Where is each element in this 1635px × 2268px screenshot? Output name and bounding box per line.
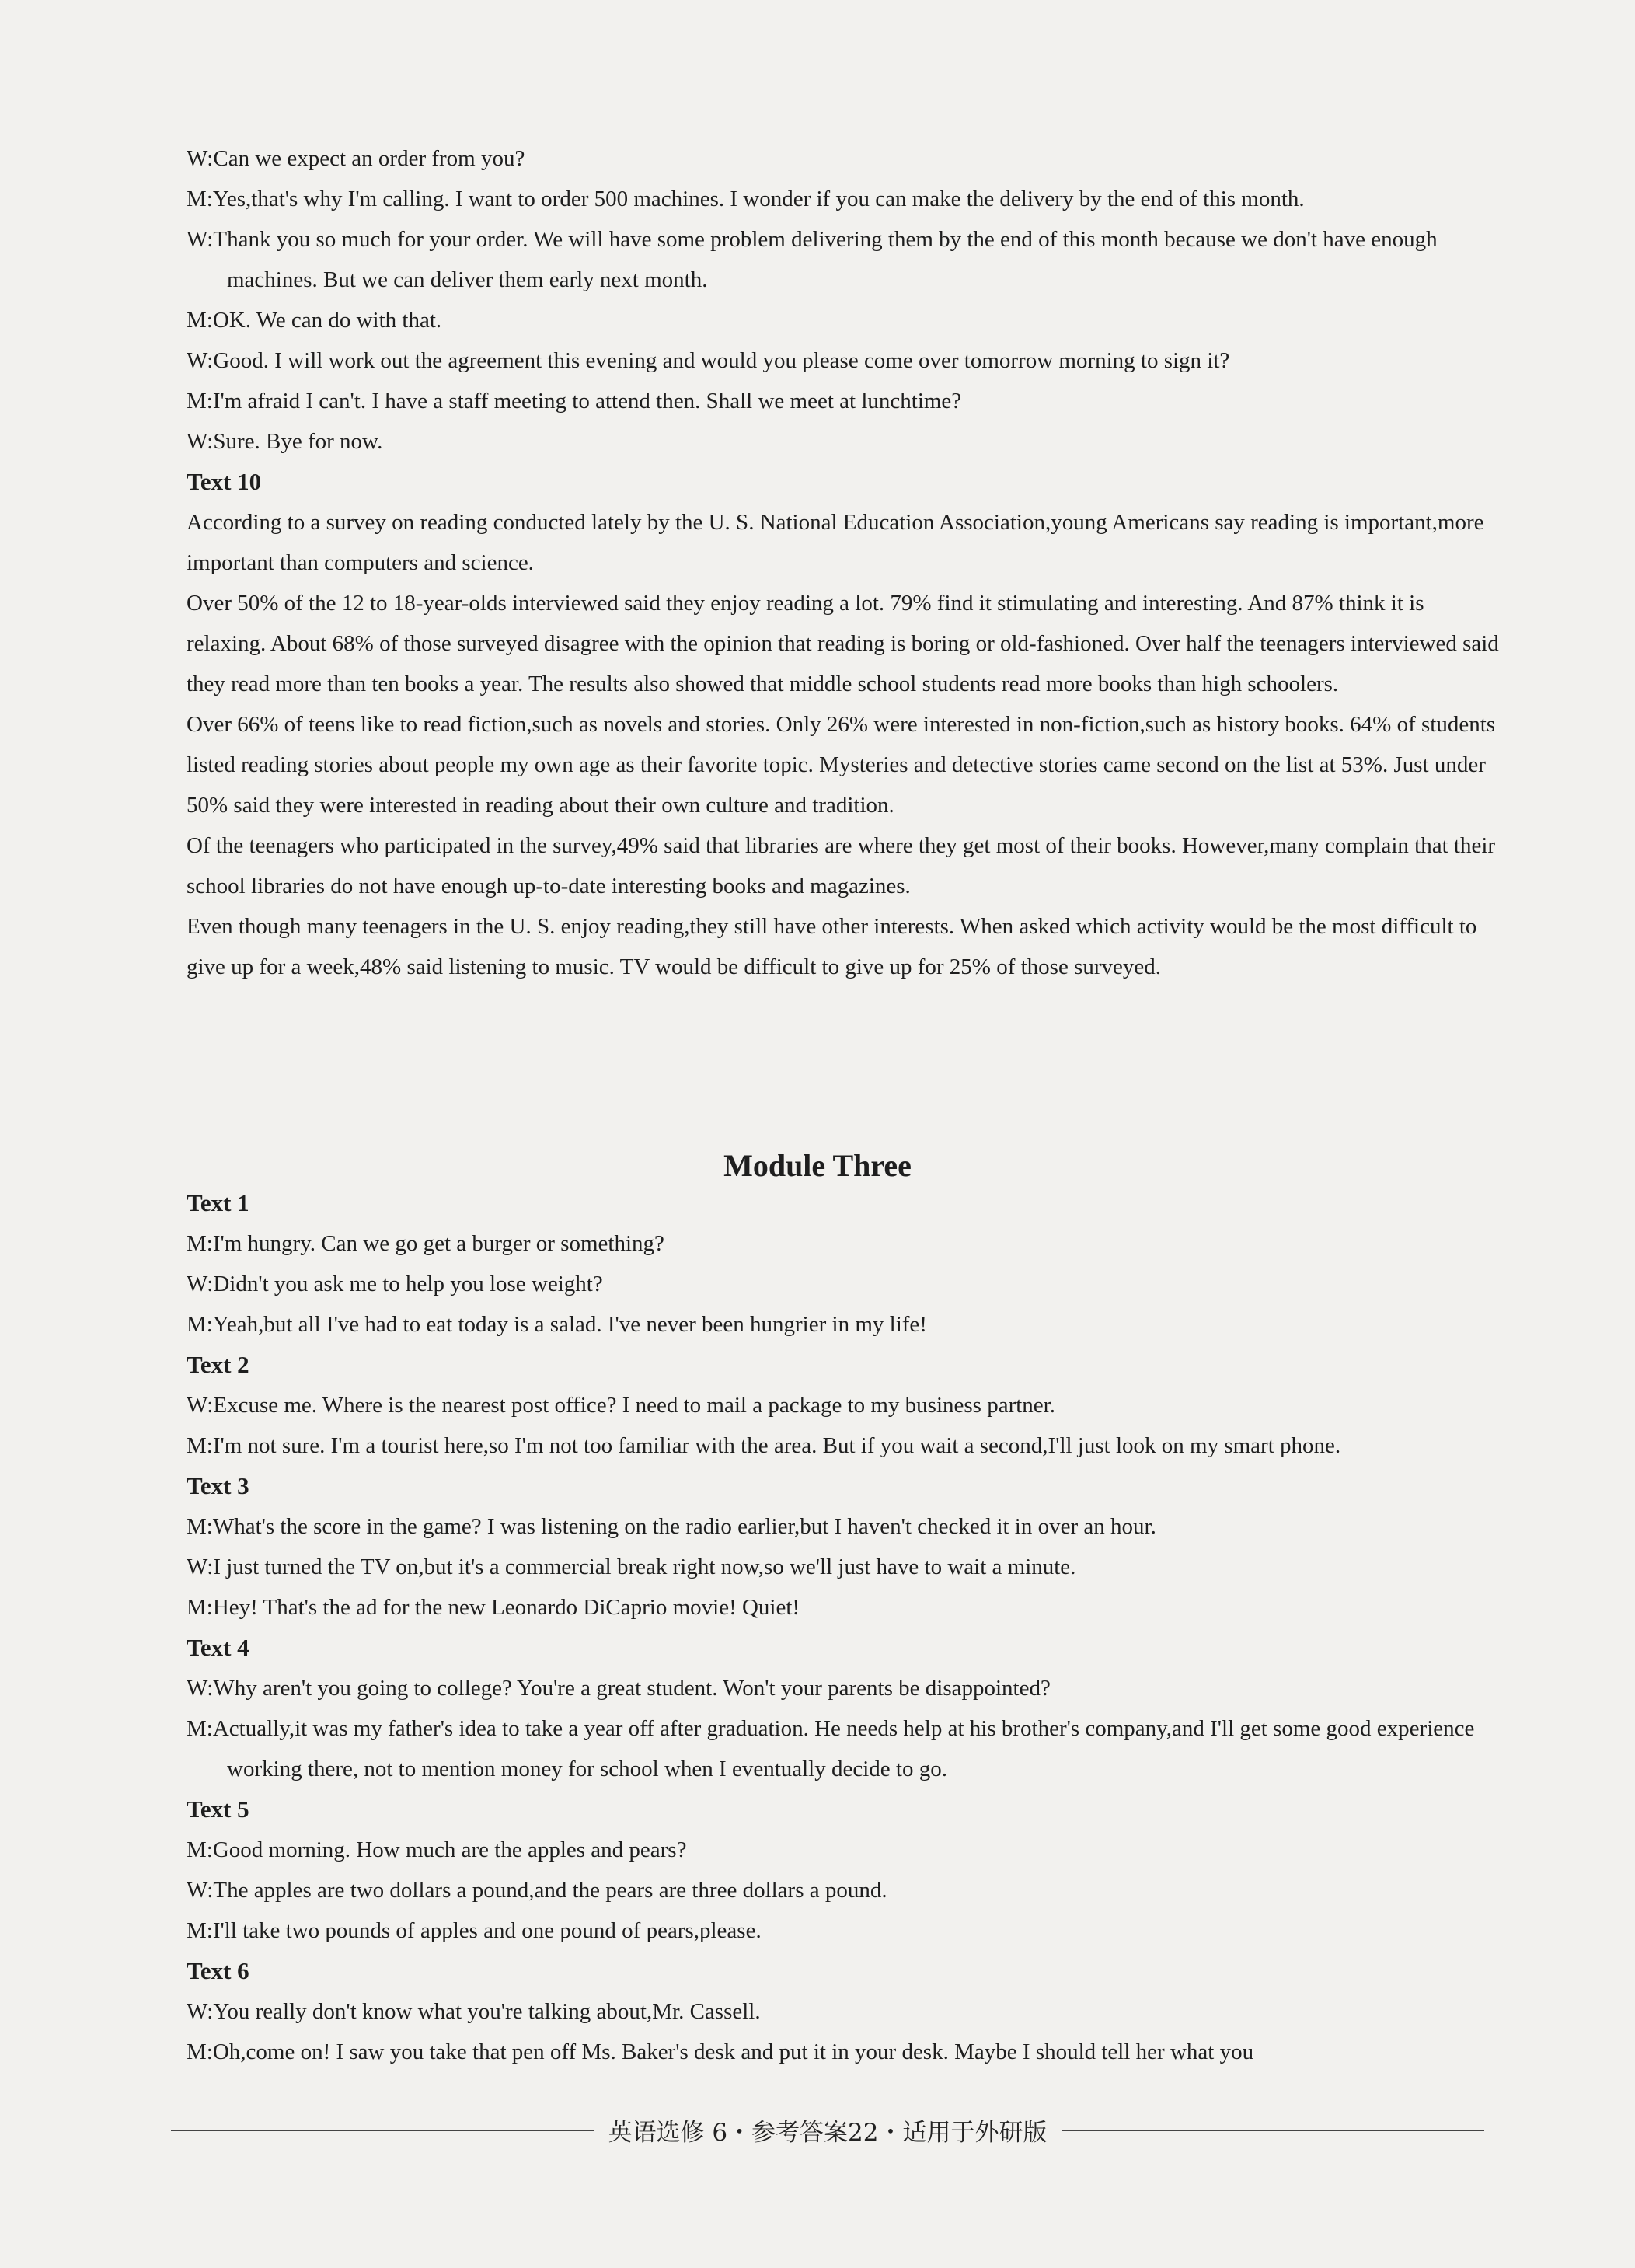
paragraph: According to a survey on reading conducted lately by the U. S. National Education Association,young Americans say reading is important,more important than computers and science.: [187, 510, 1484, 575]
dialogue-line: W:Why aren't you going to college? You're a great student. Won't your parents be disappointed?: [187, 1676, 1051, 1701]
dialogue-line: M:What's the score in the game? I was listening on the radio earlier,but I haven't checked it in over an hour.: [187, 1514, 1156, 1539]
dialogue-line: W:You really don't know what you're talking about,Mr. Cassell.: [187, 1999, 761, 2024]
dialogue-line: M:I'll take two pounds of apples and one pound of pears,please.: [187, 1918, 762, 1943]
dialogue-line: M:Oh,come on! I saw you take that pen off Ms. Baker's desk and put it in your desk. Maybe I should tell her what you: [187, 2039, 1254, 2064]
section-heading: Text 2: [187, 1351, 249, 1378]
dialogue-line: W:Good. I will work out the agreement this evening and would you please come over tomorrow morning to sign it?: [187, 348, 1230, 373]
dialogue-line: W:Sure. Bye for now.: [187, 429, 383, 454]
section-heading: Text 10: [187, 468, 262, 495]
dialogue-line: M:Good morning. How much are the apples and pears?: [187, 1837, 687, 1862]
dialogue-line: W:Didn't you ask me to help you lose weight?: [187, 1272, 603, 1296]
section-heading: Text 4: [187, 1634, 249, 1661]
top-section: [187, 138, 1500, 987]
dialogue-line: M:I'm hungry. Can we go get a burger or something?: [187, 1231, 664, 1256]
dialogue-line: M:OK. We can do with that.: [187, 308, 442, 333]
paragraph: Over 66% of teens like to read fiction,such as novels and stories. Only 26% were interested in non-fiction,such as history books. 64% of students listed reading stories about people my own age as their favorite topic. Mysteries and detective stories came second on the list at 53%. Just under 50% said they were interested in reading about their own culture and tradition.: [187, 712, 1496, 818]
module-title: Module Three: [723, 1148, 912, 1183]
section-heading: Text 3: [187, 1472, 249, 1499]
dialogue-line: W:I just turned the TV on,but it's a commercial break right now,so we'll just have to wait a minute.: [187, 1554, 1076, 1579]
dialogue-line: M:Yeah,but all I've had to eat today is a salad. I've never been hungrier in my life!: [187, 1312, 927, 1337]
section-heading: Text 1: [187, 1189, 249, 1216]
dialogue-line: M:I'm afraid I can't. I have a staff meeting to attend then. Shall we meet at lunchtime?: [187, 389, 962, 413]
dialogue-line: M:Yes,that's why I'm calling. I want to order 500 machines. I wonder if you can make the delivery by the end of this month.: [187, 187, 1305, 211]
dialogue-line: M:Hey! That's the ad for the new Leonardo DiCaprio movie! Quiet!: [187, 1595, 800, 1620]
dialogue-line: M:Actually,it was my father's idea to take a year off after graduation. He needs help at his brother's company,and I'll get some good experience working there, not to mention money for school when I eventually decide to go.: [187, 1716, 1475, 1781]
dialogue-line: W:The apples are two dollars a pound,and the pears are three dollars a pound.: [187, 1878, 887, 1903]
section-heading: Text 5: [187, 1795, 249, 1823]
paragraph: Over 50% of the 12 to 18-year-olds interviewed said they enjoy reading a lot. 79% find it stimulating and interesting. And 87% think it is relaxing. About 68% of those surveyed disagree with the opinion that reading is boring or old-fashioned. Over half the teenagers interviewed said they read more than ten books a year. The results also showed that middle school students read more books than high schoolers.: [187, 591, 1499, 696]
dialogue-line: W:Thank you so much for your order. We will have some problem delivering them by the end of this month because we don't have enough machines. But we can deliver them early next month.: [187, 227, 1438, 292]
footer-rule-right: [1062, 2130, 1484, 2131]
dialogue-line: M:I'm not sure. I'm a tourist here,so I'm not too familiar with the area. But if you wait a second,I'll just look on my smart phone.: [187, 1433, 1341, 1458]
dialogue-line: W:Can we expect an order from you?: [187, 146, 525, 171]
section-heading: Text 6: [187, 1957, 249, 1984]
dialogue-line: W:Excuse me. Where is the nearest post office? I need to mail a package to my business partner.: [187, 1393, 1055, 1418]
page-footer: [171, 2113, 1484, 2148]
footer-text: 英语选修 6・参考答案22・适用于外研版: [608, 2119, 1048, 2147]
paragraph: Even though many teenagers in the U. S. enjoy reading,they still have other interests. When asked which activity would be the most difficult to give up for a week,48% said listening to music. TV would be difficult to give up for 25% of those surveyed.: [187, 914, 1477, 979]
footer-rule-left: [171, 2130, 594, 2131]
paragraph: Of the teenagers who participated in the survey,49% said that libraries are where they get most of their books. However,many complain that their school libraries do not have enough up-to-date interesting books and magazines.: [187, 833, 1496, 898]
bottom-section: [187, 1183, 1500, 2072]
